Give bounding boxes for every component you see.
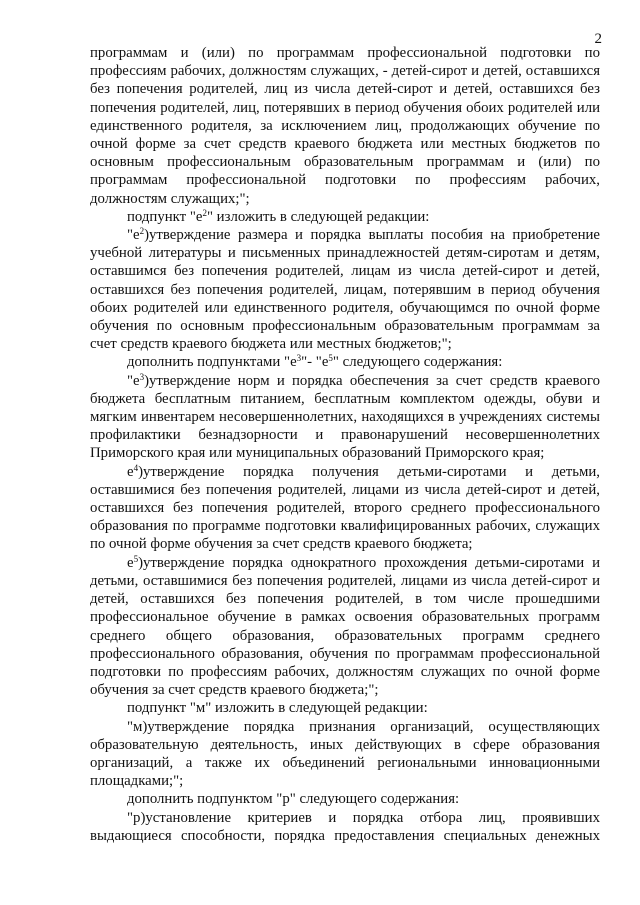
paragraph-p2 — [90, 208, 600, 226]
text-run: " изложить в следующей редакции: — [206, 208, 430, 225]
paragraph-p3 — [90, 226, 600, 353]
paragraph-p6 — [90, 463, 600, 554]
paragraph-p5 — [90, 372, 600, 463]
text-run: подпункт "е — [127, 208, 203, 225]
text-run: )утверждение размера и порядка выплаты пособия на приобретение учебной литературы и письменных принадлежностей детям-сиротам и детям, оставшимся без попечения родителей, лицам из числа детей-сирот и детей, оставшихся без попечения родителей, лицам, потерявшим в период обучения обоих родителей или единственного родителя, обучающимся по очной форме обучения по основным профессиональным образовательным программам за счет средств краевого бюджета или местных бюджетов;"; — [90, 227, 600, 353]
text-run: " следующего содержания: — [332, 354, 503, 371]
superscript: 5 — [328, 353, 333, 364]
text-run: )утверждение порядка получения детьми-сиротами и детьми, оставшимися без попечения родителей, лицами из числа детей-сирот и детей, оставшихся без попечения родителей, второго среднего профессионального образования по программе подготовки квалифицированных рабочих, служащих по очной форме обучения за счет средств краевого бюджета; — [90, 463, 600, 553]
document-body — [90, 44, 600, 845]
paragraph-p1 — [90, 44, 600, 208]
superscript: 3 — [139, 371, 145, 382]
text-run: "е — [127, 227, 140, 244]
text-run: программам и (или) по программам профессиональной подготовки по профессиям рабочих, должностям служащих, - детей-сирот и детей, оставшихся без попечения родителей, лиц из числа детей-сирот и детей, оставшихся без попечения родителей, лиц, потерявших в период обучения обоих родителей или единственного родителя, за исключением лиц, продолжающих обучение по очной форме за счет средств краевого бюджета или местных бюджетов по основным профессиональным образовательным программам и (или) по программам профессиональной подготовки по профессиям рабочих, должностям служащих;"; — [90, 45, 600, 207]
superscript: 3 — [296, 353, 302, 364]
text-run: "р)установление критериев и порядка отбора лиц, проявивших выдающиеся способности, порядка предоставления специальных денежных — [90, 809, 600, 844]
paragraph-p4 — [90, 353, 600, 371]
superscript: 4 — [133, 462, 139, 473]
paragraph-p8 — [90, 699, 600, 717]
superscript: 2 — [202, 207, 207, 218]
text-run: "- "е — [301, 354, 329, 371]
text-run: дополнить подпунктом "р" следующего содержания: — [127, 791, 460, 808]
text-run: е — [127, 463, 134, 480]
paragraph-p7 — [90, 554, 600, 700]
superscript: 5 — [133, 553, 139, 564]
paragraph-p9 — [90, 718, 600, 791]
text-run: )утверждение норм и порядка обеспечения за счет средств краевого бюджета бесплатным питанием, бесплатным комплектом одежды, обуви и мягким инвентарем несовершеннолетних, находящихся в учреждениях системы профилактики безнадзорности и правонарушений несовершеннолетних Приморского края или муниципальных образований Приморского края; — [90, 372, 600, 462]
paragraph-p10 — [90, 790, 600, 808]
text-run: дополнить подпунктами "е — [127, 354, 297, 371]
text-run: "м)утверждение порядка признания организаций, осуществляющих образовательную деятельность, иных действующих в сфере образования организаций, а также их объединений региональными инновационными площадками;"; — [90, 718, 600, 790]
superscript: 2 — [139, 226, 145, 237]
text-run: )утверждение порядка однократного прохождения детьми-сиротами и детьми, оставшимися без попечения родителей, лицами из числа детей-сирот и детей, оставшихся без попечения родителей, в том числе прошедшими профессиональное обучение в рамках освоения образовательных программ среднего общего образования, образовательных программ среднего профессионального образования, обучения по программам профессиональной подготовки по профессиям рабочих, должностям служащих по очной форме обучения за счет средств краевого бюджета;"; — [90, 554, 600, 699]
text-run: е — [127, 554, 134, 571]
paragraph-p11 — [90, 809, 600, 845]
text-run: подпункт "м" изложить в следующей редакции: — [127, 700, 428, 717]
page-number: 2 — [594, 31, 602, 47]
text-run: "е — [127, 372, 140, 389]
